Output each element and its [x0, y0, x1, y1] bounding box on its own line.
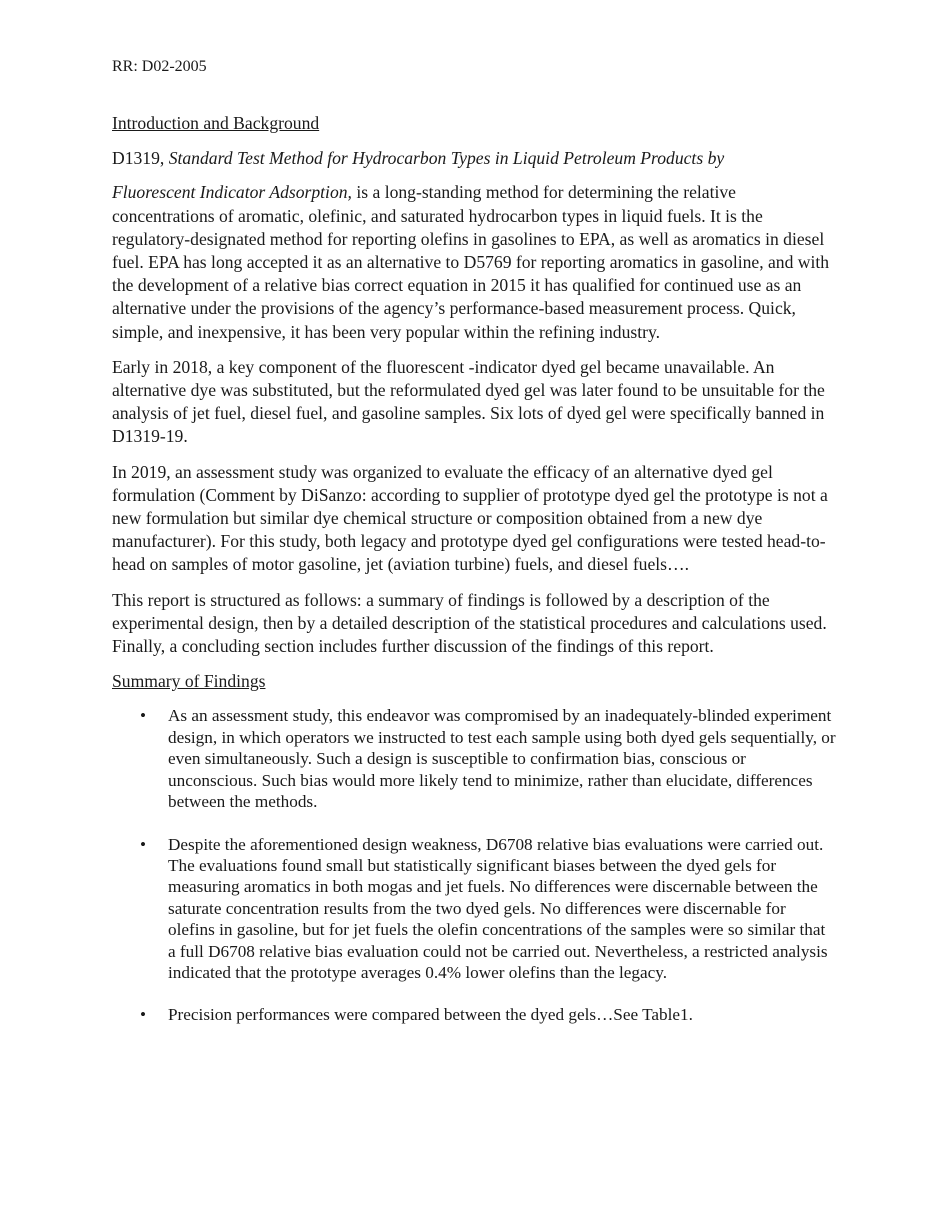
bullet-icon: • [140, 1005, 147, 1025]
section-heading-summary: Summary of Findings [112, 671, 266, 692]
intro-paragraph-1 [112, 181, 836, 343]
method-title-continued: Fluorescent Indicator Adsorption, [112, 182, 352, 203]
finding-text: Precision performances were compared between the dyed gels…See Table1. [168, 1005, 693, 1025]
findings-list [112, 705, 836, 1025]
bullet-icon: • [140, 706, 147, 726]
intro-paragraph-3: In 2019, an assessment study was organized to evaluate the efficacy of an alternative dyed gel formulation (Comment by DiSanzo: according to supplier of prototype dyed gel the prototype is not a new formulation but similar dye chemical structure or composition obtained from a new dye manufacturer). For this study, both legacy and prototype dyed gel configurations were tested head-to-head on samples of motor gasoline, jet (aviation turbine) fuels, and diesel fuels…. [112, 461, 828, 575]
document-body [112, 112, 836, 1047]
method-code: D1319, [112, 148, 165, 169]
report-reference: RR: D02-2005 [112, 58, 207, 75]
finding-text: Despite the aforementioned design weakness, D6708 relative bias evaluations were carried out. The evaluations found small but statistically significant biases between the dyed gels for measuring aromatics in both mogas and jet fuels. No differences were discernable between the saturate concentration results from the two dyed gels. No differences were discernable for olefins in gasoline, but for jet fuels the olefin concentrations of the samples were so similar that a full D6708 relative bias evaluation could not be carried out. Nevertheless, a restricted analysis indicated that the prototype averages 0.4% lower olefins than the legacy. [168, 834, 828, 982]
intro-paragraph-2: Early in 2018, a key component of the fluorescent -indicator dyed gel became unavailable. An alternative dye was substituted, but the reformulated dyed gel was later found to be unsuitable for the analysis of jet fuel, diesel fuel, and gasoline samples. Six lots of dyed gel were specifically banned in D1319-19. [112, 356, 825, 447]
list-item [112, 1004, 836, 1025]
list-item [112, 834, 836, 984]
intro-paragraph-4: This report is structured as follows: a summary of findings is followed by a description of the experimental design, then by a detailed description of the statistical procedures and calculations used. Finally, a concluding section includes further discussion of the findings of this report. [112, 589, 827, 657]
bullet-icon: • [140, 834, 147, 854]
method-title-line [112, 147, 836, 170]
intro-paragraph-1-text: is a long-standing method for determining the relative concentrations of aromatic, olefinic, and saturated hydrocarbon types in liquid fuels. It is the regulatory-designated method for reporting olefins in gasolines to EPA, as well as aromatics in diesel fuel. EPA has long accepted it as an alternative to D5769 for reporting aromatics in gasoline, and with the development of a relative bias correct equation in 2015 it has qualified for continued use as an alternative under the provisions of the agency’s performance-based measurement process. Quick, simple, and inexpensive, it has been very popular within the refining industry. [112, 182, 830, 342]
list-item [112, 705, 836, 812]
section-heading-introduction: Introduction and Background [112, 113, 320, 133]
method-title-italic: Standard Test Method for Hydrocarbon Types in Liquid Petroleum Products by [168, 148, 725, 169]
finding-text: As an assessment study, this endeavor was compromised by an inadequately-blinded experiment design, in which operators we instructed to test each sample using both dyed gels sequentially, or even simultaneously. Such a design is susceptible to confirmation bias, conscious or unconscious. Such bias would more likely tend to minimize, rather than elucidate, differences between the methods. [168, 706, 836, 812]
